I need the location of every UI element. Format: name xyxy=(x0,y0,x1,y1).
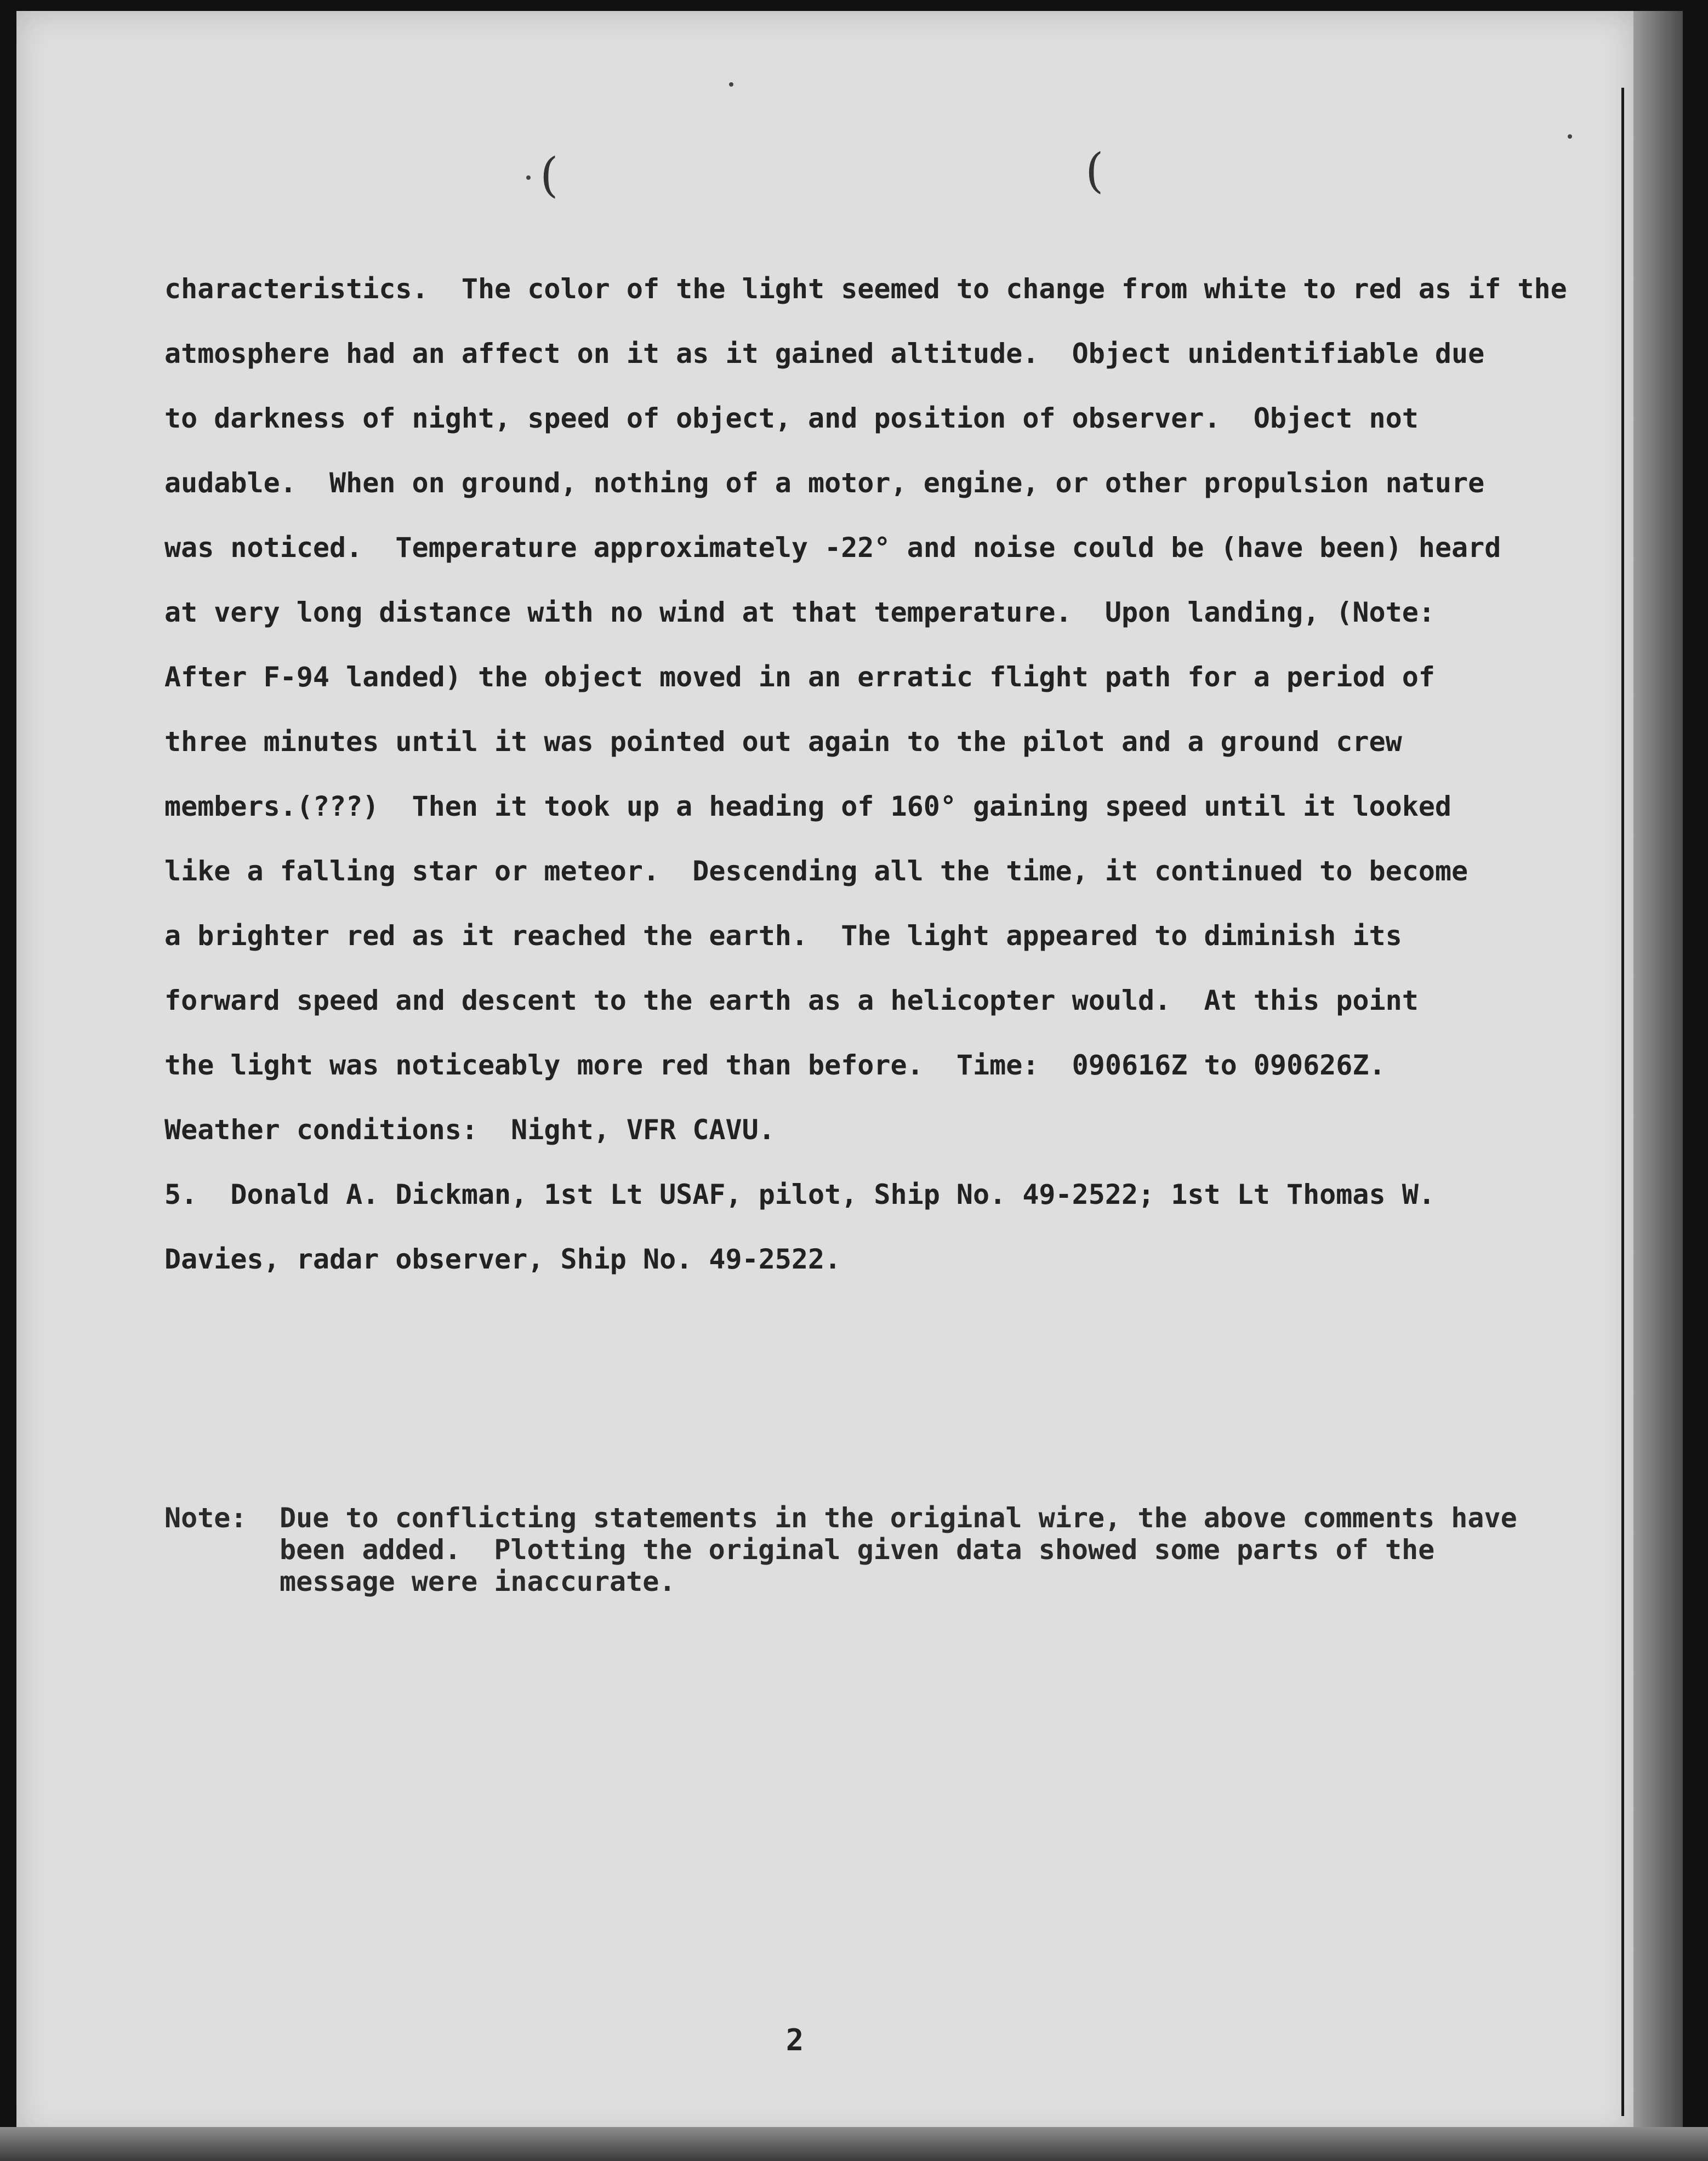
body-line: Weather conditions: Night, VFR CAVU. xyxy=(164,1114,775,1146)
scan-speck xyxy=(1568,134,1572,139)
body-line: at very long distance with no wind at that temperature. Upon landing, (Note: xyxy=(164,596,1435,628)
report-body xyxy=(164,257,1590,1292)
note-text xyxy=(280,1502,1517,1597)
body-line: to darkness of night, speed of object, and position of observer. Object not xyxy=(164,402,1419,434)
body-line: forward speed and descent to the earth as a helicopter would. At this point xyxy=(164,985,1419,1016)
body-line: the light was noticeably more red than before. Time: 090616Z to 090626Z. xyxy=(164,1049,1386,1081)
note-section xyxy=(164,1502,1590,1597)
punch-mark-left: ( xyxy=(540,148,559,203)
body-line: After F-94 landed) the object moved in an erratic flight path for a period of xyxy=(164,661,1435,693)
body-line: members.(???) Then it took up a heading of 160° gaining speed until it looked xyxy=(164,791,1451,822)
page-number: 2 xyxy=(785,2023,804,2057)
body-line: 5. Donald A. Dickman, 1st Lt USAF, pilot, Ship No. 49-2522; 1st Lt Thomas W. xyxy=(164,1179,1435,1210)
body-line: characteristics. The color of the light seemed to change from white to red as if the xyxy=(164,273,1567,305)
body-line: three minutes until it was pointed out again to the pilot and a ground crew xyxy=(164,726,1402,758)
body-line: atmosphere had an affect on it as it gained altitude. Object unidentifiable due xyxy=(164,338,1485,369)
bottom-edge xyxy=(0,2127,1708,2161)
punch-mark-right: ( xyxy=(1085,144,1104,198)
note-line: message were inaccurate. xyxy=(280,1566,676,1597)
scan-speck xyxy=(526,175,531,180)
margin-rule xyxy=(1621,88,1624,2116)
body-line: was noticed. Temperature approximately -22° and noise could be (have been) heard xyxy=(164,532,1501,564)
page-edge-shadow xyxy=(1633,11,1683,2138)
body-line: audable. When on ground, nothing of a motor, engine, or other propulsion nature xyxy=(164,467,1485,499)
body-line: a brighter red as it reached the earth. The light appeared to diminish its xyxy=(164,920,1402,952)
scan-speck xyxy=(729,82,733,87)
note-line: Due to conflicting statements in the original wire, the above comments have xyxy=(280,1502,1517,1534)
body-line: Davies, radar observer, Ship No. 49-2522. xyxy=(164,1243,841,1275)
note-line: been added. Plotting the original given data showed some parts of the xyxy=(280,1534,1435,1566)
body-line: like a falling star or meteor. Descending all the time, it continued to become xyxy=(164,855,1468,887)
note-label: Note: xyxy=(164,1502,247,1534)
